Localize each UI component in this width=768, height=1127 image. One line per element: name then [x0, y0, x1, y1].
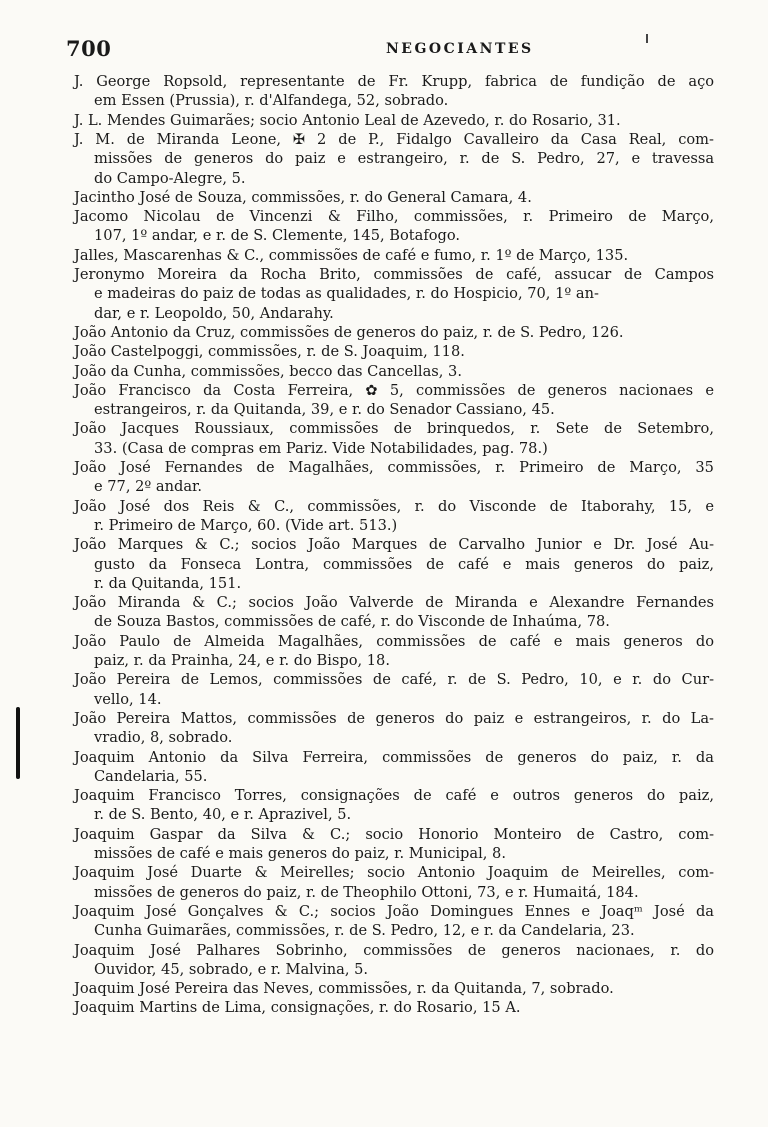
entry-first-line: João José Fernandes de Magalhães, commissões, r. Primeiro de Março, 35: [74, 459, 714, 476]
entry-continuation-line: paiz, r. da Prainha, 24, e r. do Bispo, 18.: [94, 652, 390, 669]
entry-continuation-line: Ouvidor, 45, sobrado, e r. Malvina, 5.: [94, 960, 369, 978]
entry-first-line: Joaquim José Duarte & Meirelles; socio Antonio Joaquim de Meirelles, com-: [74, 864, 715, 882]
entry-first-line: João Pereira de Lemos, commissões de café, r. de S. Pedro, 10, e r. do Cur-: [74, 671, 715, 689]
entry-continuation-line: r. de S. Bento, 40, e r. Aprazivel, 5.: [94, 806, 352, 824]
entry-first-line: João Antonio da Cruz, commissões de generos do paiz, r. de S. Pedro, 126.: [74, 323, 624, 341]
entry-first-line: Joaquim Gaspar da Silva & C.; socio Honorio Monteiro de Castro, com-: [74, 825, 715, 843]
entry-first-line: Jacomo Nicolau de Vincenzi & Filho, commissões, r. Primeiro de Março,: [74, 208, 714, 226]
page-number: 700: [66, 36, 112, 61]
entry-continuation-line: Candelaria, 55.: [94, 767, 208, 785]
entry-continuation-line: vradio, 8, sobrado.: [94, 729, 233, 747]
entry-first-line: J. M. de Miranda Leone, ✠ 2 de P., Fidalgo Cavalleiro da Casa Real, com-: [74, 130, 714, 148]
entry-continuation-line: dar, e r. Leopoldo, 50, Andarahy.: [94, 304, 334, 322]
entry-continuation-line: missões de café e mais generos do paiz, r. Municipal, 8.: [94, 845, 506, 862]
entry-continuation-line: r. da Quitanda, 151.: [94, 574, 242, 592]
entry-continuation-line: vello, 14.: [94, 690, 162, 708]
entry-first-line: João Castelpoggi, commissões, r. de S. Joaquim, 118.: [74, 343, 465, 361]
entry-continuation-line: Cunha Guimarães, commissões, r. de S. Pedro, 12, e r. da Candelaria, 23.: [94, 922, 635, 940]
entry-first-line: João Miranda & C.; socios João Valverde de Miranda e Alexandre Fernandes: [74, 594, 715, 612]
print-mark: [646, 34, 648, 43]
entry-continuation-line: 107, 1º andar, e r. de S. Clemente, 145, Botafogo.: [94, 227, 461, 245]
margin-mark: [16, 707, 20, 779]
entry-first-line: João Paulo de Almeida Magalhães, commissões de café e mais generos do: [74, 632, 714, 650]
entry-continuation-line: missões de generos do paiz e estrangeiro, r. de S. Pedro, 27, e travessa: [94, 150, 715, 168]
entry-first-line: João da Cunha, commissões, becco das Cancellas, 3.: [74, 362, 462, 380]
entry-first-line: Joaquim José Palhares Sobrinho, commissões de generos nacionaes, r. do: [74, 941, 715, 959]
entry-first-line: João José dos Reis & C., commissões, r. do Visconde de Itaborahy, 15, e: [74, 497, 715, 515]
entry-first-line: J. George Ropsold, representante de Fr. Krupp, fabrica de fundição de aço: [74, 73, 715, 90]
entry-first-line: Jacintho José de Souza, commissões, r. do General Camara, 4.: [74, 188, 532, 206]
entry-first-line: J. L. Mendes Guimarães; socio Antonio Leal de Azevedo, r. do Rosario, 31.: [74, 111, 621, 129]
entry-first-line: João Jacques Roussiaux, commissões de brinquedos, r. Sete de Setembro,: [74, 420, 714, 438]
entry-first-line: Jalles, Mascarenhas & C., commissões de café e fumo, r. 1º de Março, 135.: [74, 246, 629, 264]
entry-continuation-line: missões de generos do paiz, r. de Theophilo Ottoni, 73, e r. Humaitá, 184.: [94, 883, 639, 901]
entry-continuation-line: 33. (Casa de compras em Pariz. Vide Notabilidades, pag. 78.): [94, 439, 548, 457]
entry-first-line: João Marques & C.; socios João Marques de Carvalho Junior e Dr. José Au-: [74, 536, 715, 554]
entry-first-line: Joaquim Francisco Torres, consignações de café e outros generos do paiz,: [74, 787, 714, 805]
entry-first-line: Joaquim Antonio da Silva Ferreira, commissões de generos do paiz, r. da: [74, 748, 714, 766]
entry-continuation-line: em Essen (Prussia), r. d'Alfandega, 52, sobrado.: [94, 92, 449, 110]
running-head: NEGOCIANTES: [386, 41, 534, 57]
page-header: [66, 36, 666, 64]
entry-continuation-line: r. Primeiro de Março, 60. (Vide art. 513.): [94, 516, 398, 534]
entry-first-line: João Pereira Mattos, commissões de generos do paiz e estrangeiros, r. do La-: [74, 709, 714, 727]
entry-first-line: Joaquim Martins de Lima, consignações, r. do Rosario, 15 A.: [74, 999, 521, 1017]
entry-first-line: Joaquim José Gonçalves & C.; socios João Domingues Ennes e Joaqᵐ José da: [74, 902, 714, 920]
entry-first-line: João Francisco da Costa Ferreira, ✿ 5, commissões de generos nacionaes e: [74, 381, 715, 399]
entry-first-line: Jeronymo Moreira da Rocha Brito, commissões de café, assucar de Campos: [74, 266, 714, 283]
entry-continuation-line: de Souza Bastos, commissões de café, r. do Visconde de Inhaúma, 78.: [94, 613, 610, 631]
entry-continuation-line: do Campo-Alegre, 5.: [94, 169, 246, 187]
entry-first-line: Joaquim José Pereira das Neves, commissões, r. da Quitanda, 7, sobrado.: [74, 980, 614, 998]
entry-continuation-line: estrangeiros, r. da Quitanda, 39, e r. do Senador Cassiano, 45.: [94, 401, 555, 419]
entry-continuation-line: e madeiras do paiz de todas as qualidades, r. do Hospicio, 70, 1º an-: [94, 285, 599, 303]
entry-continuation-line: gusto da Fonseca Lontra, commissões de café e mais generos do paiz,: [94, 555, 715, 573]
entry-continuation-line: e 77, 2º andar.: [94, 478, 203, 496]
